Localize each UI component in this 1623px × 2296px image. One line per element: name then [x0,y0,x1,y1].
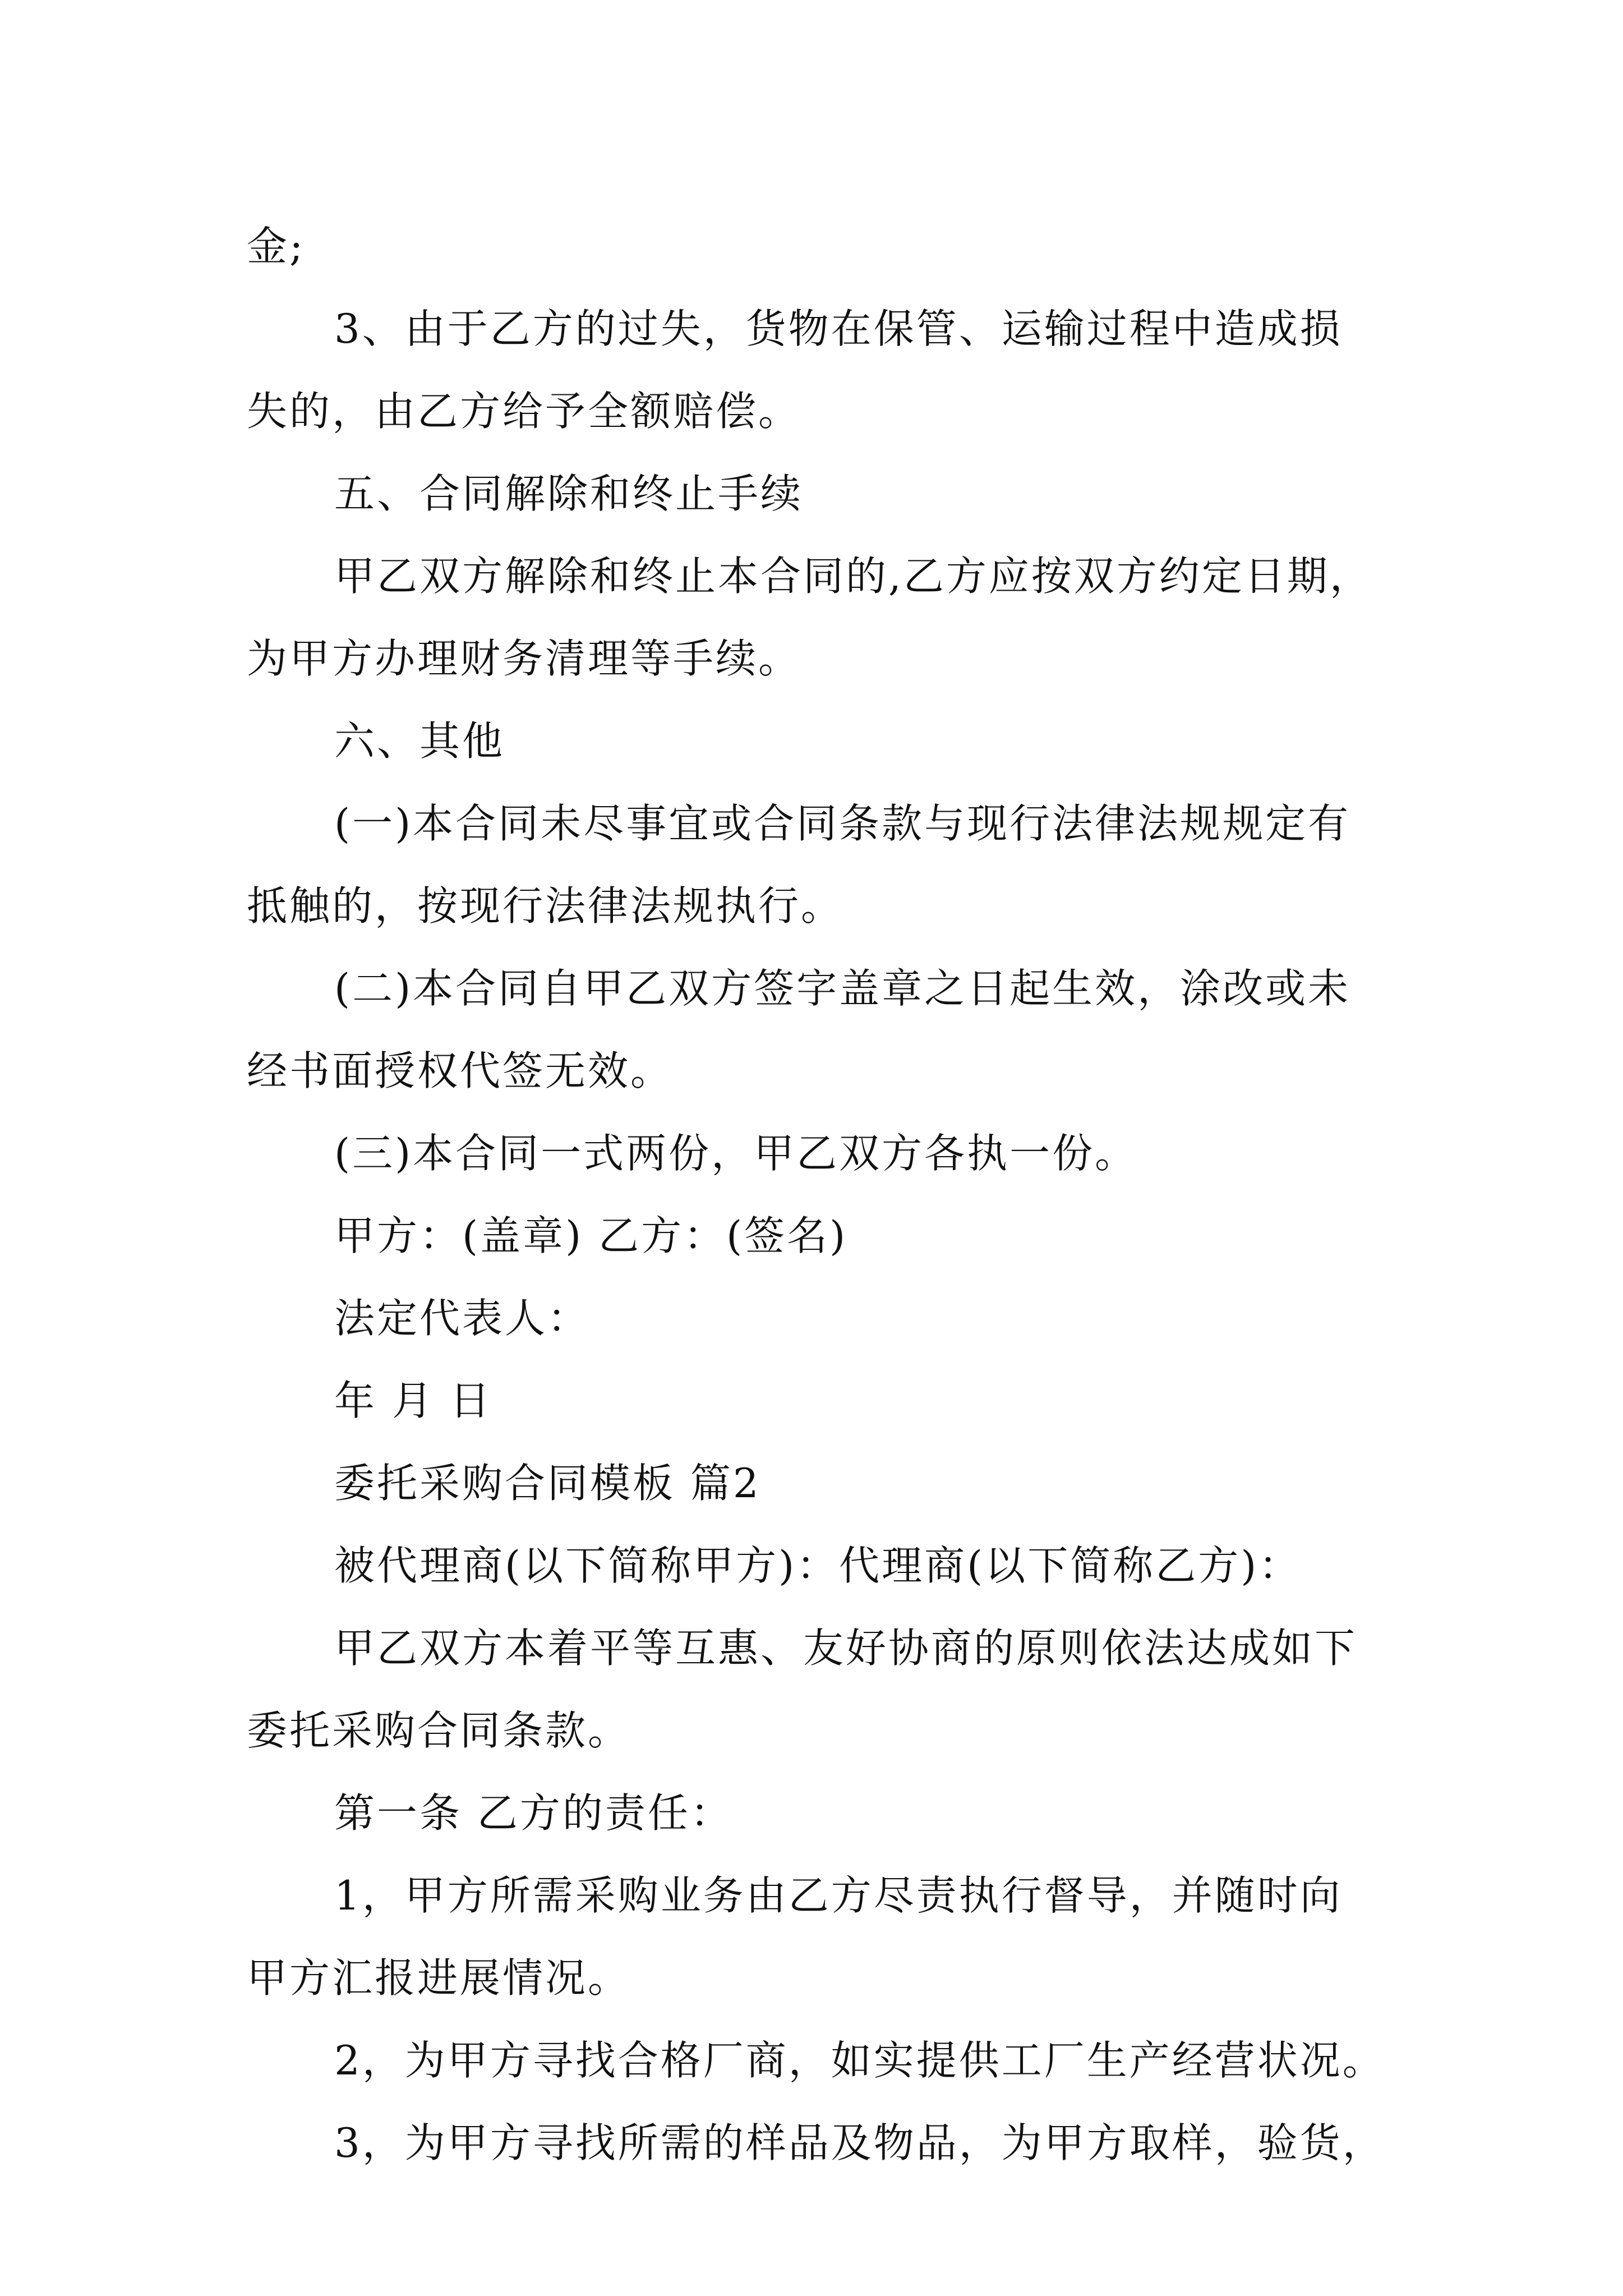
text-line: (三)本合同一式两份，甲乙双方各执一份。 [334,1130,1138,1177]
text-line: 金; [247,223,306,270]
text-line: 1，甲方所需采购业务由乙方尽责执行督导，并随时向 [334,1872,1343,1919]
text-line: 经书面授权代签无效。 [247,1047,674,1094]
text-line: 甲乙双方本着平等互惠、友好协商的原则依法达成如下 [334,1625,1358,1672]
document-title: 委托采购合同模板 篇2 [334,1460,761,1507]
text-line: 抵触的，按现行法律法规执行。 [247,882,844,930]
document-body [247,205,1391,2184]
text-line: 2，为甲方寻找合格厂商，如实提供工厂生产经营状况。 [334,2037,1385,2084]
section-heading: 五、合同解除和终止手续 [334,470,804,517]
section-heading: 六、其他 [334,717,505,765]
parties-line: 被代理商(以下简称甲方)：代理商(以下简称乙方)： [334,1542,1302,1589]
text-line: 甲方汇报进展情况。 [247,1954,631,2001]
text-line: 为甲方办理财务清理等手续。 [247,635,801,682]
text-line: 委托采购合同条款。 [247,1707,631,1754]
date-line: 年 月 日 [334,1377,492,1424]
text-line: 3、由于乙方的过失，货物在保管、运输过程中造成损 [334,305,1343,352]
signature-line: 甲方：(盖章) 乙方：(签名) [334,1212,848,1259]
text-line: 3，为甲方寻找所需的样品及物品，为甲方取样，验货， [334,2119,1385,2166]
text-line: 失的，由乙方给予全额赔偿。 [247,388,801,435]
legal-representative-line: 法定代表人： [334,1295,591,1342]
text-line: (一)本合同未尽事宜或合同条款与现行法律法规规定有 [334,800,1351,847]
article-heading: 第一条 乙方的责任： [334,1789,733,1837]
text-line: (二)本合同自甲乙双方签字盖章之日起生效，涂改或未 [334,965,1351,1012]
text-line: 甲乙双方解除和终止本合同的,乙方应按双方约定日期， [334,553,1372,600]
